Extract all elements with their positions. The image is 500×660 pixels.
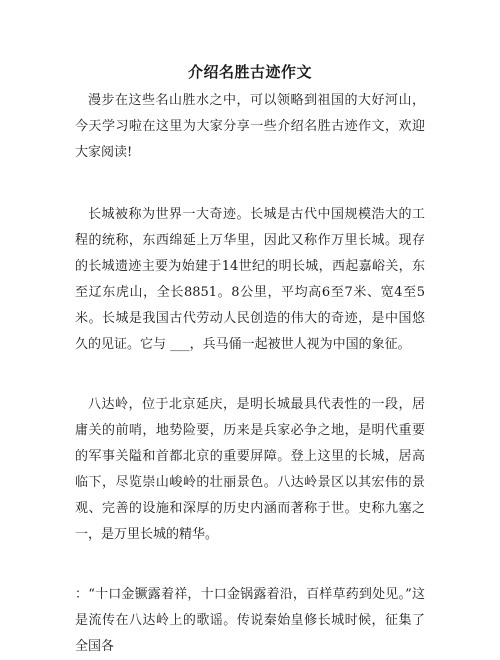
intro-paragraph: 漫步在这些名山胜水之中，可以领略到祖国的大好河山，今天学习啦在这里为大家分享一些介绍名胜古迹作文，欢迎大家阅读! [75,93,425,160]
document-page [75,0,425,660]
document-title: 介绍名胜古迹作文 [187,63,312,81]
great-wall-paragraph: 长城被称为世界一大奇迹。长城是古代中国规模浩大的工程的统称，东西绵延上万华里，因此又称作万里长城。现存的长城遗迹主要为始建于14世纪的明长城，西起嘉峪关，东至辽东虎山，全长8851。8公里，平均高6至7米、宽4至5米。长城是我国古代劳动人民创造的伟大的奇迹，是中国悠久的见证。它与 ___，兵马俑一起被世人视为中国的象征。 [75,207,425,352]
legend-paragraph: ：“十口金镢露着祥，十口金锅露着沿，百样草药到处见。”这是流传在八达岭上的歌谣。传说秦始皇修长城时候，征集了全国各 [75,587,425,654]
badaling-paragraph: 八达岭，位于北京延庆，是明长城最具代表性的一段，居庸关的前哨，地势险要，历来是兵家必争之地，是明代重要的军事关隘和首都北京的重要屏障。登上这里的长城，居高临下，尽览崇山峻岭的壮丽景色。八达岭景区以其宏伟的景观、完善的设施和深厚的历史内涵而著称于世。史称九塞之一，是万里长城的精华。 [75,397,425,542]
